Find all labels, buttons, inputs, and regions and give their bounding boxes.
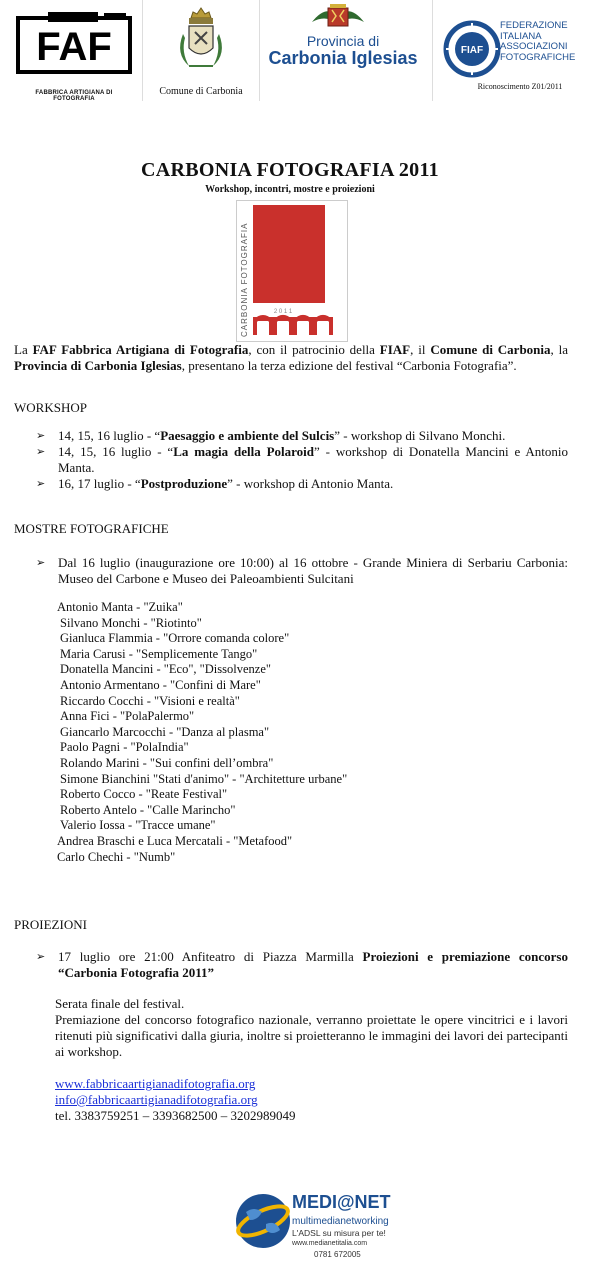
arrow-bullet-icon: ➢ (36, 556, 46, 569)
page-title: CARBONIA FOTOGRAFIA 2011 (141, 159, 439, 181)
exhibition-row: Simone Bianchini "Stati d'animo" - "Architetture urbane" (60, 771, 348, 786)
fiaf-line: ASSOCIAZIONI (500, 41, 568, 52)
sponsor-tagline: multimedianetworking (292, 1216, 389, 1227)
exhibition-row: Riccardo Cocchi - "Visioni e realtà" (60, 693, 240, 708)
page-subtitle: Workshop, incontri, mostre e proiezioni (205, 184, 375, 195)
list-item: ➢ Dal 16 luglio (inaugurazione ore 10:00) al 16 ottobre - Grande Miniera di Serbariu Carbonia: Museo del Carbone e Museo dei Paleoambienti Sulcitani (36, 555, 568, 586)
riconoscimento-caption: Riconoscimento Z01/2011 (477, 82, 563, 91)
exhibition-row: Paolo Pagni - "PolaIndia" (60, 740, 189, 755)
fiaf-logo-icon (443, 20, 501, 78)
faf-letters-text: FAF (36, 25, 112, 69)
arrow-bullet-icon: ➢ (36, 445, 46, 458)
workshop-heading: WORKSHOP (14, 400, 87, 415)
fiaf-name (500, 21, 600, 63)
list-item: ➢ 14, 15, 16 luglio - “La magia della Polaroid” - workshop di Donatella Mancini e Antonio Manta. (36, 444, 569, 475)
list-item: ➢ 17 luglio ore 21:00 Anfiteatro di Piazza Marmilla Proiezioni e premiazione concorso “Carbonia Fotografia 2011” (36, 949, 568, 980)
list-item: ➢ 16, 17 luglio - “Postproduzione” - workshop di Antonio Manta. (36, 476, 394, 491)
sponsor-phone: 0781 672005 (314, 1250, 361, 1259)
exhibition-row: Giancarlo Marcocchi - "Danza al plasma" (60, 724, 270, 739)
provincia-line-2: Carbonia Iglesias (268, 48, 418, 68)
globe-icon (232, 1190, 294, 1252)
proiezioni-list (36, 949, 568, 981)
email-link[interactable]: info@fabbricaartigianadifotografia.org (55, 1092, 258, 1107)
exhibition-row: Roberto Antelo - "Calle Marincho" (60, 802, 236, 817)
exhibition-row: Donatella Mancini - "Eco", "Dissolvenze" (60, 662, 271, 677)
proiezioni-description (55, 996, 568, 1060)
exhibition-row: Gianluca Flammia - "Orrore comanda colore" (60, 631, 290, 646)
proiezioni-heading: PROIEZIONI (14, 917, 87, 932)
exhibition-row: Roberto Cocco - "Reate Festival" (60, 787, 228, 802)
medianet-sponsor-logo (232, 1190, 402, 1270)
website-link[interactable]: www.fabbricaartigianadifotografia.org (55, 1076, 256, 1091)
comune-crest-icon (169, 4, 233, 82)
sponsor-slogan: L'ADSL su misura per te! (292, 1228, 386, 1238)
exhibition-row: Valerio Iossa - "Tracce umane" (60, 818, 216, 833)
workshop-list (36, 428, 568, 492)
sponsor-website: www.medianetitalia.com (292, 1240, 368, 1247)
fiaf-line: FOTOGRAFICHE (500, 51, 576, 63)
fiaf-line: ITALIANA (500, 30, 542, 42)
faf-caption: FABBRICA ARTIGIANA DI FOTOGRAFIA (35, 90, 113, 102)
exhibitions-list (57, 600, 457, 865)
exhibition-row: Antonio Manta - "Zuika" (57, 600, 183, 614)
fiaf-badge-text: FIAF (460, 45, 484, 56)
provincia-line-1: Provincia di (306, 33, 380, 49)
proiezioni-body-paragraph: Premiazione del concorso fotografico nazionale, verranno proiettate le opere vincitrici e i lavori ritenuti più significativi dalla giuria, inoltre si proietteranno le immagini dei lavori dei partecipanti ai workshop. (55, 1012, 568, 1059)
contacts-block (55, 1076, 455, 1124)
exhibition-row: Antonio Armentano - "Confini di Mare" (60, 677, 261, 692)
exhibition-row: Andrea Braschi e Luca Mercatali - "Metafood" (57, 833, 293, 848)
fiaf-line: FEDERAZIONE (500, 20, 568, 31)
arrow-bullet-icon: ➢ (36, 429, 46, 442)
exhibition-row: Maria Carusi - "Semplicemente Tango" (60, 646, 258, 661)
faf-logo-mark (14, 12, 134, 74)
phone-numbers: tel. 3383759251 – 3393682500 – 3202989049 (55, 1108, 296, 1123)
proiezioni-body-line: Serata finale del festival. (55, 996, 185, 1011)
mostre-heading: MOSTRE FOTOGRAFICHE (14, 521, 169, 536)
poster-vertical-text: CARBONIA FOTOGRAFIA (240, 222, 249, 337)
mostre-item-list (36, 555, 568, 587)
arrow-bullet-icon: ➢ (36, 950, 46, 963)
list-item: ➢ 14, 15, 16 luglio - “Paesaggio e ambiente del Sulcis” - workshop di Silvano Monchi. (36, 428, 506, 443)
festival-poster (236, 200, 348, 342)
comune-logo-box (142, 0, 260, 101)
sponsor-brand: MEDI@NET (292, 1192, 391, 1212)
exhibition-row: Rolando Marini - "Sui confini dell’ombra" (60, 755, 274, 770)
exhibition-row: Anna Fici - "PolaPalermo" (60, 709, 195, 724)
exhibition-row: Carlo Chechi - "Numb" (57, 849, 176, 864)
poster-year: 2 0 1 1 (273, 309, 293, 315)
poster-artwork (237, 201, 347, 341)
intro-paragraph: La FAF Fabbrica Artigiana di Fotografia, con il patrocinio della FIAF, il Comune di Carbonia, la Provincia di Carbonia Iglesias, presentano la terza edizione del festival “Carbonia Fotografia”. (14, 342, 569, 373)
faf-logo (14, 12, 134, 102)
comune-caption: Comune di Carbonia (159, 86, 243, 97)
arrow-bullet-icon: ➢ (36, 477, 46, 490)
provincia-crest-icon (306, 2, 370, 32)
exhibition-row: Silvano Monchi - "Riotinto" (60, 615, 202, 630)
